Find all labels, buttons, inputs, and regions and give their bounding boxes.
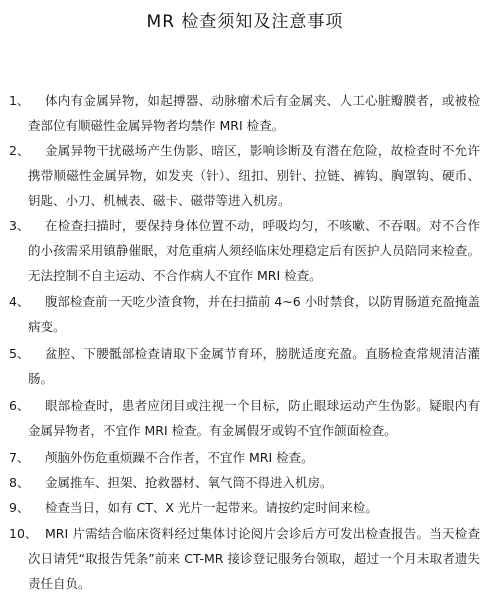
item-text: 盆腔、下腰骶部检查请取下金属节育环，膀胱适度充盈。直肠检查常规清洁灌肠。 <box>28 346 480 386</box>
item-text: 在检查扫描时，要保持身体位置不动，呼吸均匀，不咳嗽、不吞咽。对不合作的小孩需采用镇静催眠，对危重病人须经临床处理稳定后有医护人员陪同来检查。无法控制不自主运动、不合作病人不宜作 MRI 检查。 <box>28 218 480 283</box>
item-number: 2、 <box>9 143 30 158</box>
item-number: 1、 <box>9 93 30 108</box>
item-text: 金属异物干扰磁场产生伪影、暗区，影响诊断及有潜在危险，故检查时不允许携带顺磁性金属异物，如发夹（针）、纽扣、别针、拉链、裤钩、胸罩钩、硬币、钥匙、小刀、机械表、磁卡、磁带等进入机房。 <box>28 143 480 208</box>
item-text: 金属推车、担架、抢救器材、氧气筒不得进入机房。 <box>45 475 333 490</box>
item-number: 8、 <box>9 475 30 490</box>
item-number: 10、 <box>9 526 38 541</box>
item-number: 3、 <box>9 218 30 233</box>
item-number: 9、 <box>9 500 30 515</box>
item-text: 检查当日，如有 CT、X 光片一起带来。请按约定时间来检。 <box>45 500 378 515</box>
item-text: 腹部检查前一天吃少渣食物，并在扫描前 4~6 小时禁食，以防胃肠道充盈掩盖病变。 <box>28 294 480 334</box>
item-number: 4、 <box>9 294 30 309</box>
item-number: 7、 <box>9 450 30 465</box>
item-text: 眼部检查时，患者应闭目或注视一个目标，防止眼球运动产生伪影。疑眼内有金属异物者，不宜作 MRI 检查。有金属假牙或钩不宜作颌面检查。 <box>28 398 480 438</box>
item-text: 颅脑外伤危重烦躁不合作者，不宜作 MRI 检查。 <box>45 450 314 465</box>
item-number: 6、 <box>9 398 30 413</box>
item-number: 5、 <box>9 346 30 361</box>
item-text: 体内有金属异物，如起搏器、动脉瘤术后有金属夹、人工心脏瓣膜者，或被检查部位有顺磁性金属异物者均禁作 MRI 检查。 <box>28 93 480 133</box>
page-title: MR 检查须知及注意事项 <box>146 12 344 32</box>
item-text: MRI 片需结合临床资料经过集体讨论阅片会诊后方可发出检查报告。当天检查次日请凭“取报告凭条”前来 CT-MR 接诊登记服务台领取，超过一个月未取者遗失责任自负。 <box>28 526 480 591</box>
